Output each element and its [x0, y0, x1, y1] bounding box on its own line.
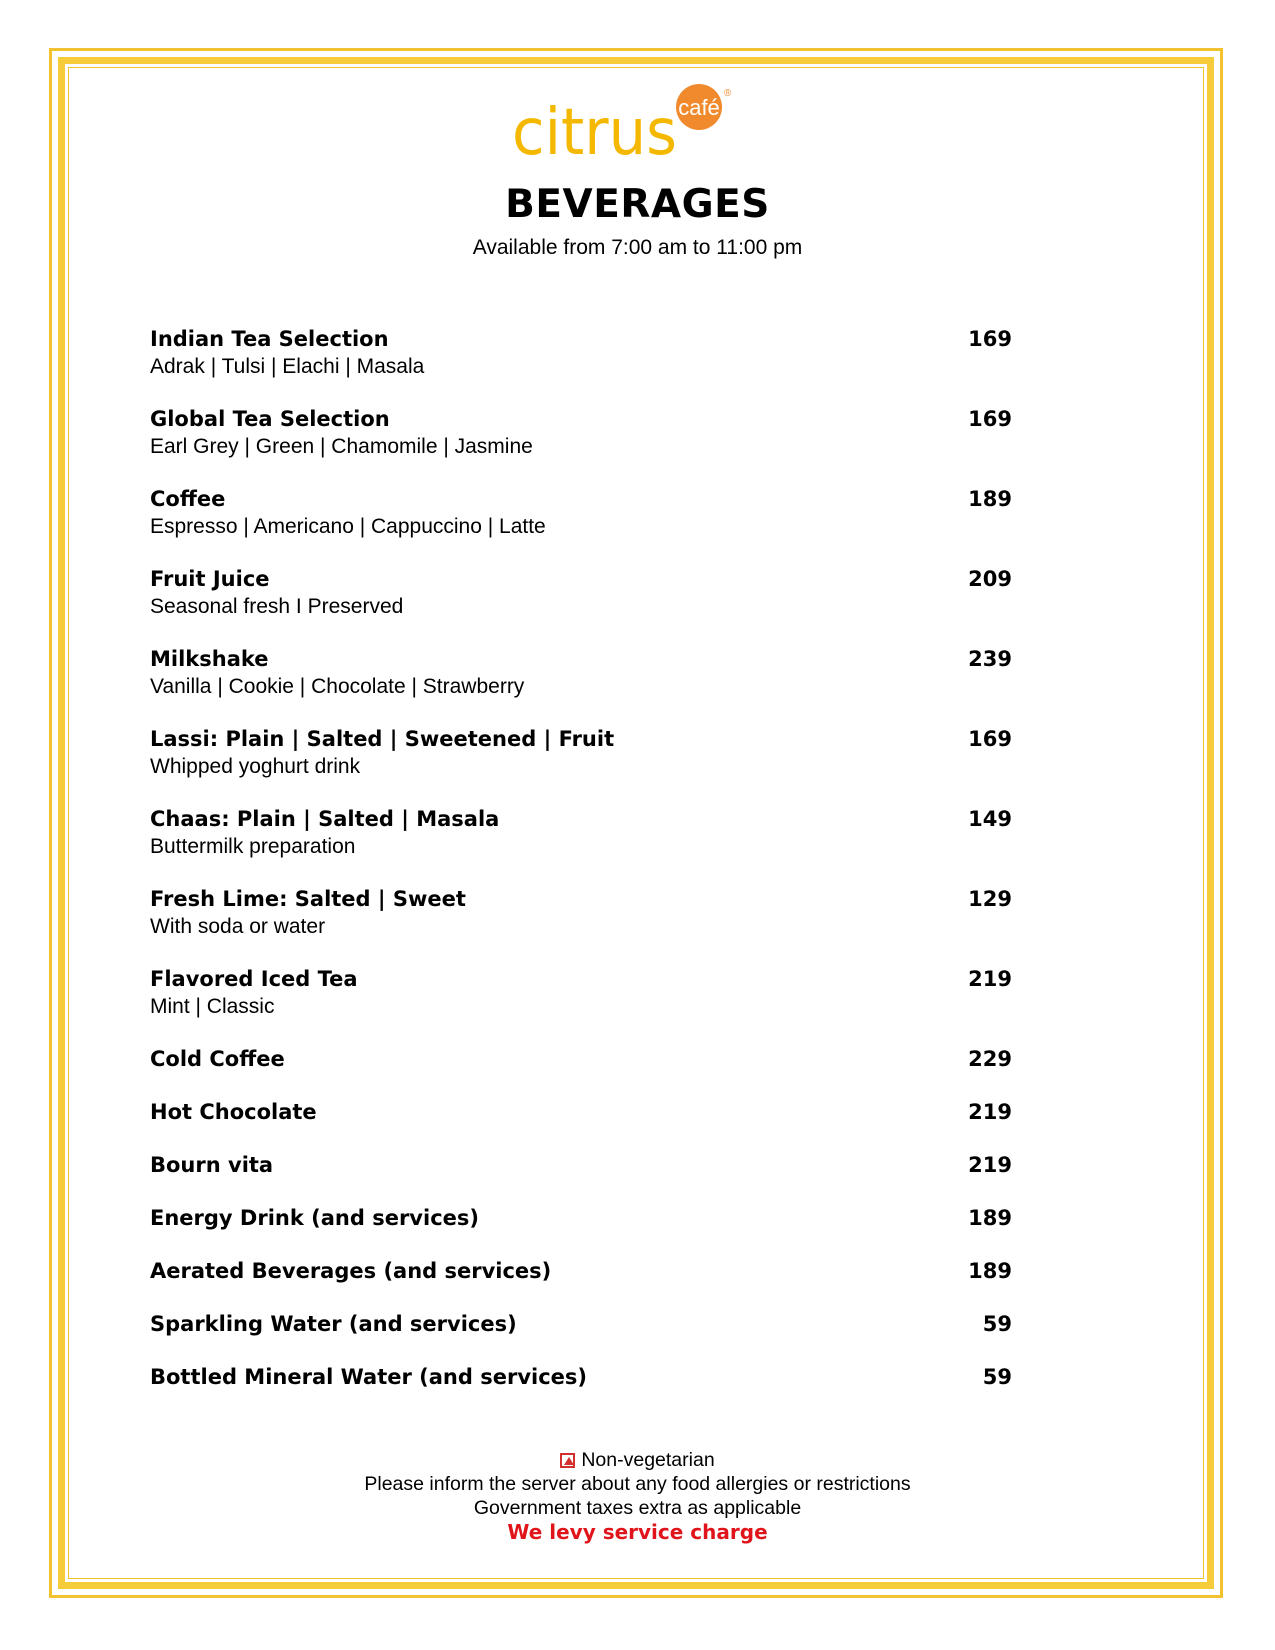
menu-item-row: [150, 326, 1012, 353]
availability-hours: Available from 7:00 am to 11:00 pm: [472, 236, 803, 259]
page-title: BEVERAGES: [505, 182, 770, 227]
menu-item: [150, 406, 1012, 486]
menu-item-row: [150, 566, 1012, 593]
nonveg-label: Non-vegetarian: [581, 1449, 715, 1471]
tax-note: Government taxes extra as applicable: [473, 1497, 802, 1519]
menu-item-row: [150, 1258, 1012, 1285]
menu-item-description: Adrak | Tulsi | Elachi | Masala: [150, 355, 425, 378]
menu-item-row: [150, 966, 1012, 993]
menu-item-name: Hot Chocolate: [150, 1100, 317, 1124]
menu-item-description: Seasonal fresh I Preserved: [150, 595, 404, 618]
menu-item: [150, 726, 1012, 806]
menu-item-name: Chaas: Plain | Salted | Masala: [150, 807, 500, 831]
menu-item-name: Sparkling Water (and services): [150, 1312, 517, 1336]
menu-item-name: Fruit Juice: [150, 567, 270, 591]
menu-item-row: [150, 486, 1012, 513]
menu-item-name: Flavored Iced Tea: [150, 967, 358, 991]
logo-wordmark: citrus: [512, 96, 677, 170]
menu-item-row: [150, 646, 1012, 673]
menu-item-name: Milkshake: [150, 647, 269, 671]
menu-item-price: 189: [968, 487, 1012, 511]
menu-item-row: [150, 1364, 1012, 1391]
menu-item: [150, 1364, 1012, 1417]
menu-item-row: [150, 886, 1012, 913]
menu-item-price: 59: [982, 1312, 1012, 1336]
menu-item-description: Espresso | Americano | Cappuccino | Latte: [150, 515, 546, 538]
menu-item-row: [150, 1152, 1012, 1179]
menu-item-row: [150, 1205, 1012, 1232]
menu-item-name: Cold Coffee: [150, 1047, 285, 1071]
menu-item: [150, 1258, 1012, 1311]
menu-item-name: Indian Tea Selection: [150, 327, 389, 351]
menu-item-name: Energy Drink (and services): [150, 1206, 479, 1230]
menu-item-price: 59: [982, 1365, 1012, 1389]
menu-item: [150, 326, 1012, 406]
menu-item-description: With soda or water: [150, 915, 326, 938]
menu-item-row: [150, 1046, 1012, 1073]
menu-item-name: Coffee: [150, 487, 226, 511]
menu-item-description: Whipped yoghurt drink: [150, 755, 361, 778]
menu-item-price: 129: [968, 887, 1012, 911]
logo-badge-text: café: [678, 95, 720, 120]
menu-item-price: 189: [968, 1206, 1012, 1230]
menu-item: [150, 886, 1012, 966]
menu-item-description: Vanilla | Cookie | Chocolate | Strawberry: [150, 675, 525, 698]
menu-item-row: [150, 1099, 1012, 1126]
menu-item-price: 229: [968, 1047, 1012, 1071]
logo-registered-mark: ®: [724, 88, 732, 99]
menu-item-name: Aerated Beverages (and services): [150, 1259, 552, 1283]
menu-item-price: 219: [968, 967, 1012, 991]
menu-item: [150, 1311, 1012, 1364]
menu-item: [150, 1205, 1012, 1258]
beverage-menu-list: [150, 326, 1012, 1417]
menu-item: [150, 806, 1012, 886]
menu-item-row: [150, 806, 1012, 833]
menu-item-price: 239: [968, 647, 1012, 671]
menu-item: [150, 486, 1012, 566]
menu-item-price: 169: [968, 327, 1012, 351]
nonveg-legend: [0, 1448, 1275, 1472]
menu-item: [150, 566, 1012, 646]
menu-item-price: 219: [968, 1153, 1012, 1177]
menu-item-description: Earl Grey | Green | Chamomile | Jasmine: [150, 435, 533, 458]
menu-item-row: [150, 726, 1012, 753]
menu-item-price: 219: [968, 1100, 1012, 1124]
menu-item-price: 169: [968, 407, 1012, 431]
menu-item-row: [150, 1311, 1012, 1338]
menu-item-name: Global Tea Selection: [150, 407, 390, 431]
allergy-note: Please inform the server about any food allergies or restrictions: [364, 1473, 911, 1495]
menu-item-name: Bourn vita: [150, 1153, 274, 1177]
citrus-cafe-logo: [510, 80, 770, 170]
menu-item-row: [150, 406, 1012, 433]
menu-item-price: 209: [968, 567, 1012, 591]
menu-item: [150, 646, 1012, 726]
service-charge-note: We levy service charge: [507, 1520, 768, 1544]
menu-item-name: Bottled Mineral Water (and services): [150, 1365, 587, 1389]
menu-item: [150, 1152, 1012, 1205]
menu-footer: [0, 1448, 1275, 1544]
menu-item-name: Fresh Lime: Salted | Sweet: [150, 887, 466, 911]
menu-item: [150, 1099, 1012, 1152]
menu-item-price: 169: [968, 727, 1012, 751]
menu-item-description: Mint | Classic: [150, 995, 275, 1018]
menu-item-price: 189: [968, 1259, 1012, 1283]
nonveg-icon: [560, 1453, 575, 1468]
menu-item: [150, 966, 1012, 1046]
menu-item-name: Lassi: Plain | Salted | Sweetened | Fruit: [150, 727, 615, 751]
menu-item: [150, 1046, 1012, 1099]
menu-item-description: Buttermilk preparation: [150, 835, 356, 858]
menu-item-price: 149: [968, 807, 1012, 831]
